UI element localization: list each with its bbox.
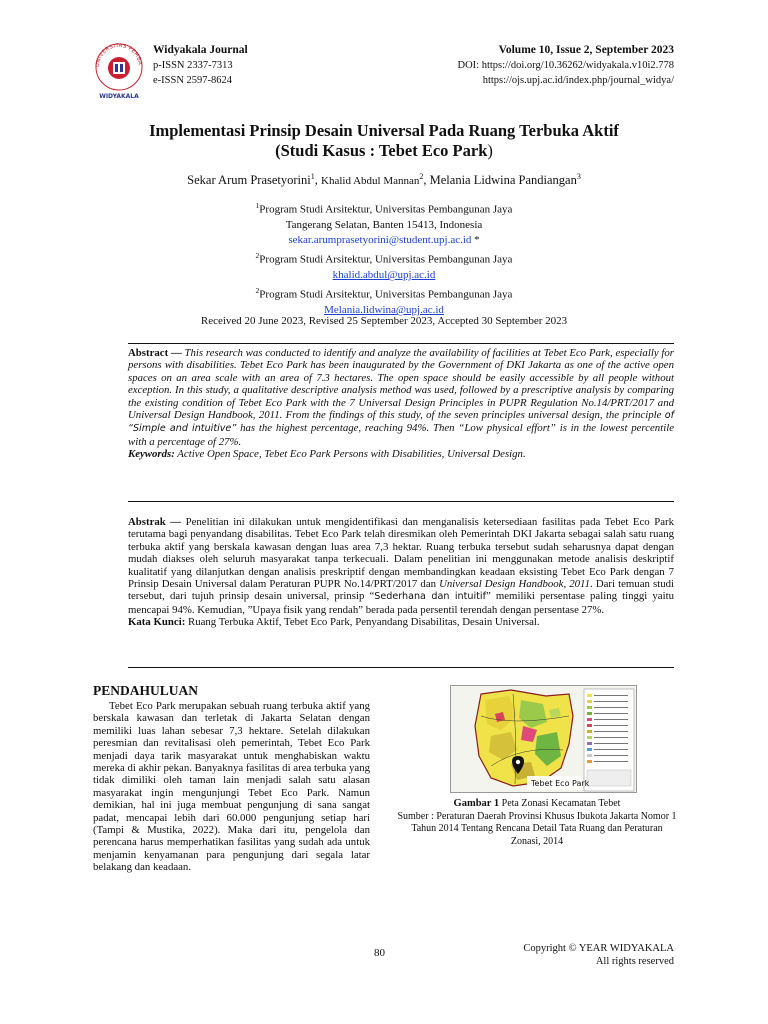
affiliation-3: $^2$Program Studi Arsitektur, Universitas Pembangunan Jaya bbox=[255, 286, 513, 301]
title-line-1: Implementasi Prinsip Desain Universal Pada Ruang Terbuka Aktif bbox=[149, 121, 619, 140]
abstract-label: Abstract — bbox=[128, 347, 182, 359]
journal-logo bbox=[92, 40, 146, 102]
keywords-label: Keywords: bbox=[128, 448, 175, 461]
doi-link[interactable]: DOI: https://doi.org/10.36262/widyakala.v10i2.778 bbox=[457, 60, 674, 71]
keywords: Active Open Space, Tebet Eco Park Persons with Disabilities, Universal Design. bbox=[174, 448, 526, 461]
abstract-bottom-rule bbox=[128, 667, 674, 668]
affiliations: $^1$Program Studi Arsitektur, Universitas Pembangunan Jaya Tangerang Selatan, Banten 15413, Indonesia sekar.arumprasetyorini@student.upj.ac.id * $^2$Program Studi Arsitektur, Universitas Pembangunan Jaya khalid.abdul@upj.ac.id $^2$Program Studi Arsitektur, Universitas Pembangunan Jaya Melania.lidwina@upj.ac.id bbox=[90, 198, 678, 318]
issue-info bbox=[457, 43, 674, 88]
map-label: Tebet Eco Park bbox=[531, 779, 590, 788]
figure-label: Gambar 1 bbox=[453, 798, 500, 809]
figure-source: Sumber : Peraturan Daerah Provinsi Khusus Ibukota Jakarta Nomor 1 Tahun 2014 Tentang Rencana Detail Tata Ruang dan Peraturan Zonasi, 2014 bbox=[397, 810, 677, 847]
logo-text: WIDYAKALA bbox=[99, 93, 139, 100]
abstract-top-rule bbox=[128, 343, 674, 344]
author-name: Khalid Abdul Mannan bbox=[321, 175, 420, 188]
email-link-2[interactable]: khalid.abdul@upj.ac.id bbox=[332, 269, 436, 282]
paragraph: Tebet Eco Park merupakan sebuah ruang terbuka aktif yang berskala kawasan dan terletak di Jakarta Selatan dengan memiliki luas lahan sebesar 7,3 hektare. Setelah dilakukan peresmian dan revitalisasi oleh pemerintah, Tebet Eco Park menjadi daya tarik masyarakat untuk menghabiskan waktu mereka di akhir pekan. Banyaknya fasilitas di area terbuka yang tidak dimiliki oleh taman lain menjadi salah satu alasan masyarakat ingin mengunjungi Tebet Eco Park. Namun demikian, hal ini juga membuat pengunjung di sana sangat padat, mencapai lebih dari 60.000 pengunjung setiap hari (Tampi & Mustika, 2022). Maka dari itu, pengelola dan perencana harus memperhatikan fasilitas yang sudah ada untuk menjamin kenyamanan para pengunjung dari segala latar belakang dan keadaan. bbox=[93, 700, 371, 874]
copyright-notice: Copyright © YEAR WIDYAKALA All rights reserved bbox=[523, 943, 674, 967]
kata-kunci: Ruang Terbuka Aktif, Tebet Eco Park, Penyandang Disabilitas, Desain Universal. bbox=[185, 616, 540, 629]
e-issn: e-ISSN 2597-8624 bbox=[153, 75, 233, 86]
logo-ring-text: UNIVERSITAS PEMBA bbox=[94, 42, 143, 68]
body-text bbox=[93, 700, 370, 874]
abstract-english: Abstract — This research was conducted to identify and analyze the availability of facilities at Tebet Eco Park, especially for persons with disabilities. Tebet Eco Park has been inaugurated by the Government of DKI Jakarta as one of the active open spaces on an area scale with an area of 7.3 hectares. The open space should be easily accessible by all people without exception. In this study, a qualitative descriptive analysis method was used, followed by a prescriptive analysis by comparing the existing condition of Tebet Eco Park with the 7 Universal Design Principles in PUPR Regulation No.14/PRT/2017 and Universal Design Handbook, 2011. From the findings of this study, of the seven principles universal design, the principle of “Simple and intuitive” has the highest percentage, reaching 94%. Then “Low physical effort” is in the lowest percentile with a percentage of 27%. Keywords: Active Open Space, Tebet Eco Park Persons with Disabilities, Universal Design. bbox=[128, 347, 675, 461]
affiliation-1-address: Tangerang Selatan, Banten 15413, Indonesia bbox=[285, 218, 483, 231]
abstrak-label: Abstrak — bbox=[128, 516, 182, 528]
author-name: Sekar Arum Prasetyorini bbox=[187, 173, 311, 188]
journal-url[interactable]: https://ojs.upj.ac.id/index.php/journal_widya/ bbox=[482, 75, 674, 86]
kata-kunci-label: Kata Kunci: bbox=[128, 616, 186, 629]
author-list: Sekar Arum Prasetyorini$^1$, Khalid Abdul Mannan$^2$, Melania Lidwina Pandiangan$^3$ bbox=[187, 172, 581, 188]
abstract-mid-rule bbox=[128, 501, 674, 502]
email-link-1[interactable]: sekar.arumprasetyorini@student.upj.ac.id bbox=[288, 234, 472, 247]
abstract-indonesian: Abstrak — Penelitian ini dilakukan untuk mengidentifikasi dan menganalisis ketersediaan fasilitas pada Tebet Eco Park terutama bagi penyandang disabilitas. Tebet Eco Park telah diresmikan oleh Pemerintah DKI Jakarta sebagai salah satu ruang terbuka aktif yang berskala kawasan dengan luas area 7,3 hektar. Ruang terbuka tersebut sudah seharusnya dapat dengan mudah diakses oleh seluruh masyarakat tanpa terkecuali. Dalam penelitian ini menggunakan metode analisis deskriptif kualitatif yang dilanjutkan dengan analisis preskriptif dengan membandingkan keadaan eksisting Tebet Eco Park dengan 7 Prinsip Desain Universal dalam Peraturan PUPR No.14/PRT/2017 dan Universal Design Handbook, 2011. Dari temuan studi tersebut, dari tujuh prinsip desain universal, prinsip “Sederhana dan intuitif” memiliki persentase paling tinggi yaitu mencapai 94%. Kemudian, ”Upaya fisik yang rendah” berada pada persentil terendah dengan persentase 27%. Kata Kunci: Ruang Terbuka Aktif, Tebet Eco Park, Penyandang Disabilitas, Desain Universal. bbox=[128, 516, 674, 629]
journal-name: Widyakala Journal bbox=[153, 44, 248, 56]
email-link-3[interactable]: Melania.lidwina@upj.ac.id bbox=[324, 304, 444, 317]
figure-caption: Gambar 1 Peta Zonasi Kecamatan Tebet Sumber : Peraturan Daerah Provinsi Khusus Ibukota Jakarta Nomor 1 Tahun 2014 Tentang Rencana Detail Tata Ruang dan Peraturan Zonasi, 2014 bbox=[397, 798, 677, 847]
section-heading: PENDAHULUAN bbox=[93, 683, 199, 698]
affiliation-2: $^2$Program Studi Arsitektur, Universitas Pembangunan Jaya bbox=[255, 251, 513, 266]
affiliation-1: $^1$Program Studi Arsitektur, Universitas Pembangunan Jaya bbox=[255, 201, 513, 216]
received-dates: Received 20 June 2023, Revised 25 September 2023, Accepted 30 September 2023 bbox=[200, 315, 568, 327]
zoning-map-figure bbox=[450, 685, 637, 793]
journal-info bbox=[153, 43, 248, 88]
author-name: Melania Lidwina Pandiangan bbox=[429, 173, 577, 188]
paper-title bbox=[90, 121, 678, 161]
title-line-2: (Studi Kasus : Tebet Eco Park) bbox=[275, 141, 493, 160]
page-number: 80 bbox=[374, 947, 385, 959]
p-issn: p-ISSN 2337-7313 bbox=[153, 60, 233, 71]
volume-issue: Volume 10, Issue 2, September 2023 bbox=[498, 44, 674, 56]
